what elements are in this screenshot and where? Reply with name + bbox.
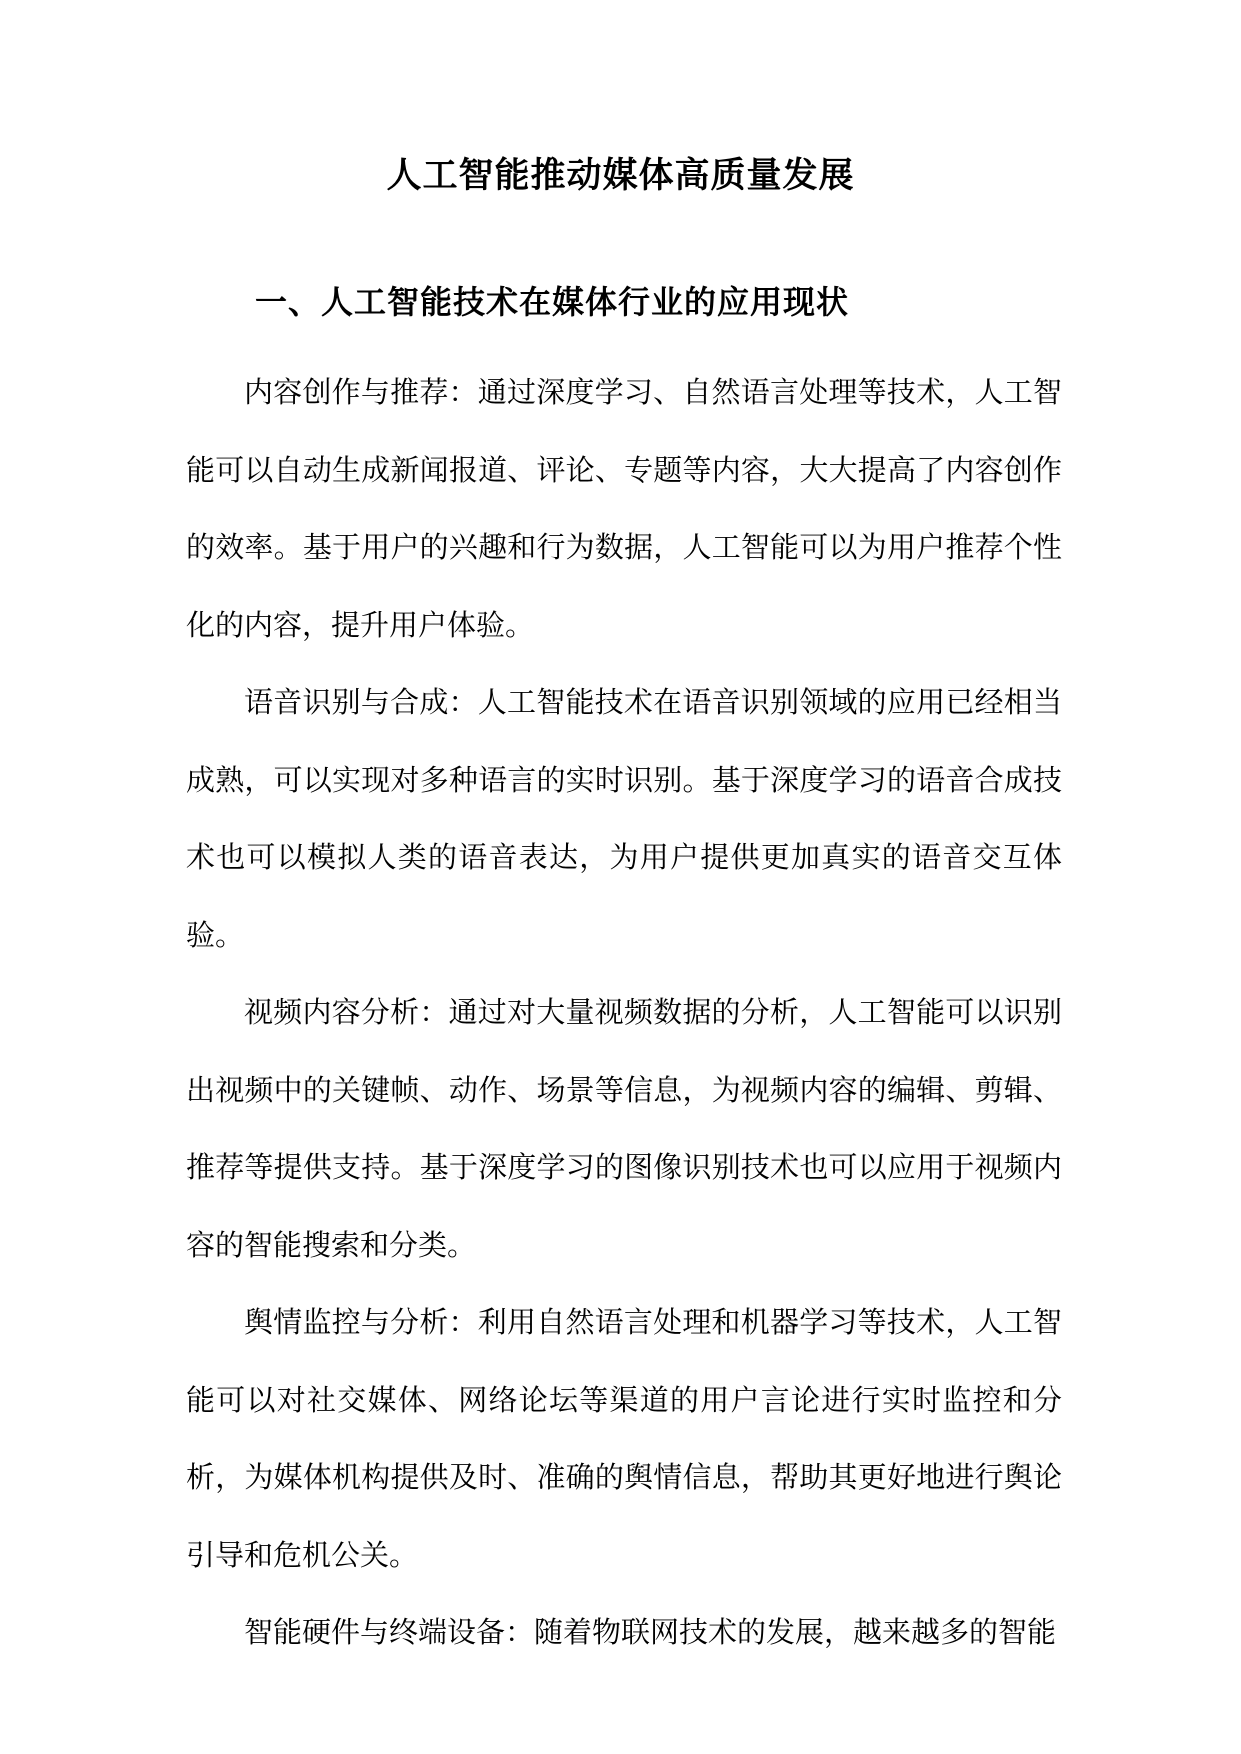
- document-title: 人工智能推动媒体高质量发展: [386, 155, 855, 196]
- paragraph-smart-hardware: 智能硬件与终端设备：随着物联网技术的发展，越来越多的智能: [244, 1615, 1057, 1649]
- paragraph-public-opinion: 舆情监控与分析：利用自然语言处理和机器学习等技术，人工智能可以对社交媒体、网络论坛等渠道的用户言论进行实时监控和分析，为媒体机构提供及时、准确的舆情信息，帮助其更好地进行舆论引导和危机公关。: [186, 1305, 1062, 1572]
- section-heading: 一、人工智能技术在媒体行业的应用现状: [255, 283, 850, 321]
- body-text: [186, 354, 1062, 1672]
- paragraph-speech-recognition: 语音识别与合成：人工智能技术在语音识别领域的应用已经相当成熟，可以实现对多种语言的实时识别。基于深度学习的语音合成技术也可以模拟人类的语音表达，为用户提供更加真实的语音交互体验。: [186, 685, 1062, 952]
- paragraph-video-analysis: 视频内容分析：通过对大量视频数据的分析，人工智能可以识别出视频中的关键帧、动作、场景等信息，为视频内容的编辑、剪辑、推荐等提供支持。基于深度学习的图像识别技术也可以应用于视频内容的智能搜索和分类。: [186, 995, 1062, 1262]
- paragraph-content-creation: 内容创作与推荐：通过深度学习、自然语言处理等技术，人工智能可以自动生成新闻报道、评论、专题等内容，大大提高了内容创作的效率。基于用户的兴趣和行为数据，人工智能可以为用户推荐个性化的内容，提升用户体验。: [186, 375, 1062, 642]
